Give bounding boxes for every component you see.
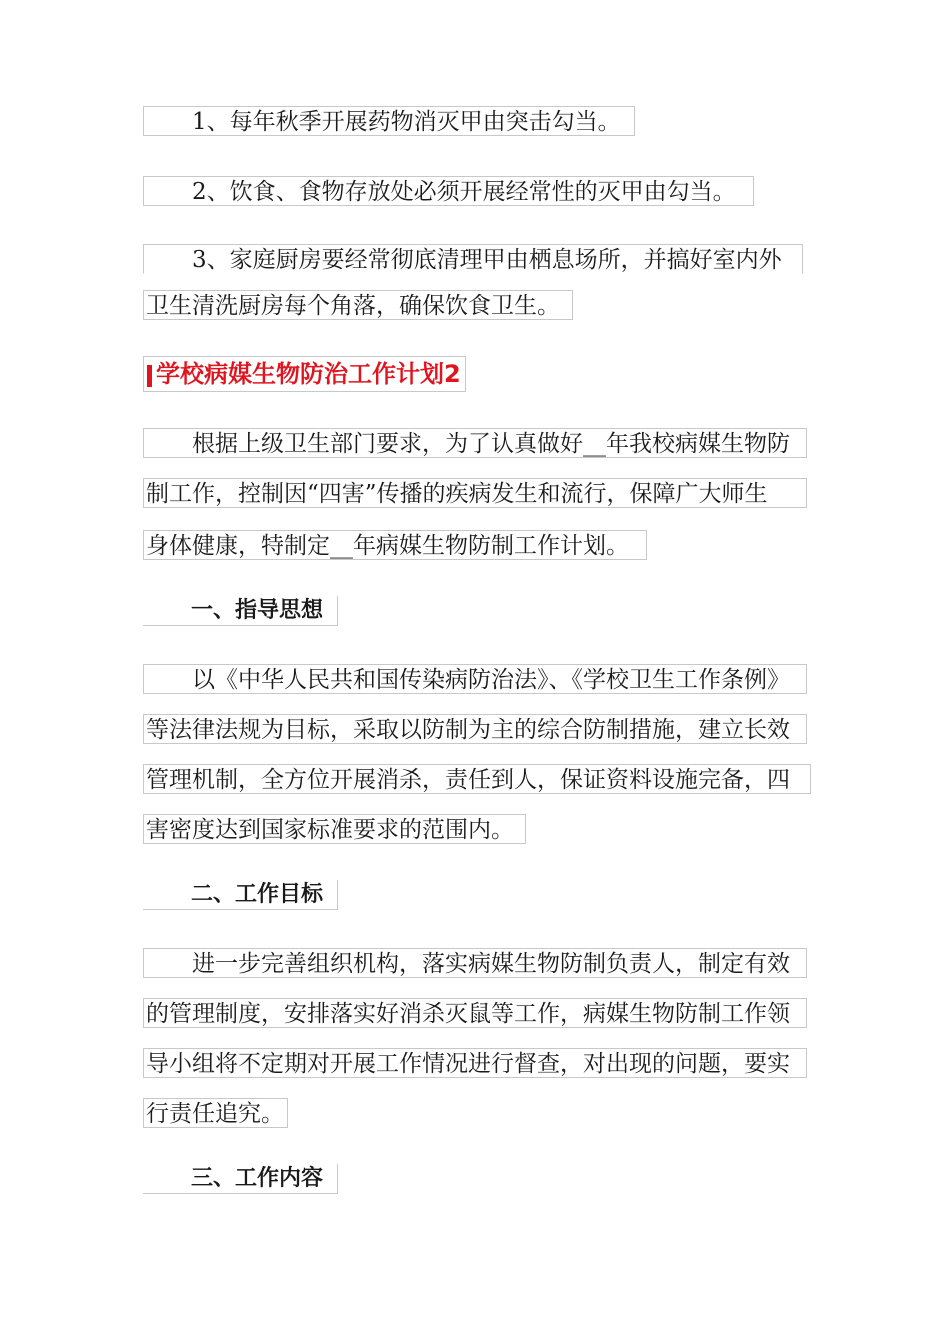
guiding-line-4: 害密度达到国家标准要求的范围内。	[143, 814, 526, 844]
guiding-line-1: 以《中华人民共和国传染病防治法》、《学校卫生工作条例》	[143, 664, 807, 694]
title-marker	[147, 365, 152, 387]
section-title-text: 学校病媒生物防治工作计划2	[156, 360, 461, 388]
intro-line-3: 身体健康，特制定__年病媒生物防制工作计划。	[143, 530, 647, 560]
section-title	[143, 356, 466, 392]
goals-line-3: 导小组将不定期对开展工作情况进行督查，对出现的问题，要实	[143, 1048, 807, 1078]
guiding-line-3: 管理机制，全方位开展消杀，责任到人，保证资料设施完备，四	[143, 764, 811, 794]
heading-guiding-thought: 一、指导思想	[143, 596, 338, 626]
heading-work-goals: 二、工作目标	[143, 880, 338, 910]
goals-line-4: 行责任追究。	[143, 1098, 288, 1128]
goals-line-2: 的管理制度，安排落实好消杀灭鼠等工作，病媒生物防制工作领	[143, 998, 807, 1028]
intro-line-2: 制工作，控制因“四害”传播的疾病发生和流行，保障广大师生	[143, 478, 807, 508]
intro-line-1: 根据上级卫生部门要求，为了认真做好__年我校病媒生物防	[143, 428, 807, 458]
guiding-line-2: 等法律法规为目标，采取以防制为主的综合防制措施，建立长效	[143, 714, 807, 744]
heading-work-content: 三、工作内容	[143, 1164, 338, 1194]
item-2-line: 2、饮食、食物存放处必须开展经常性的灭甲由勾当。	[143, 176, 754, 206]
item-3-line-2: 卫生清洗厨房每个角落，确保饮食卫生。	[143, 290, 573, 320]
goals-line-1: 进一步完善组织机构，落实病媒生物防制负责人，制定有效	[143, 948, 807, 978]
item-3-line-1: 3、家庭厨房要经常彻底清理甲由栖息场所，并搞好室内外	[143, 244, 803, 274]
item-1-line: 1、每年秋季开展药物消灭甲由突击勾当。	[143, 106, 635, 136]
